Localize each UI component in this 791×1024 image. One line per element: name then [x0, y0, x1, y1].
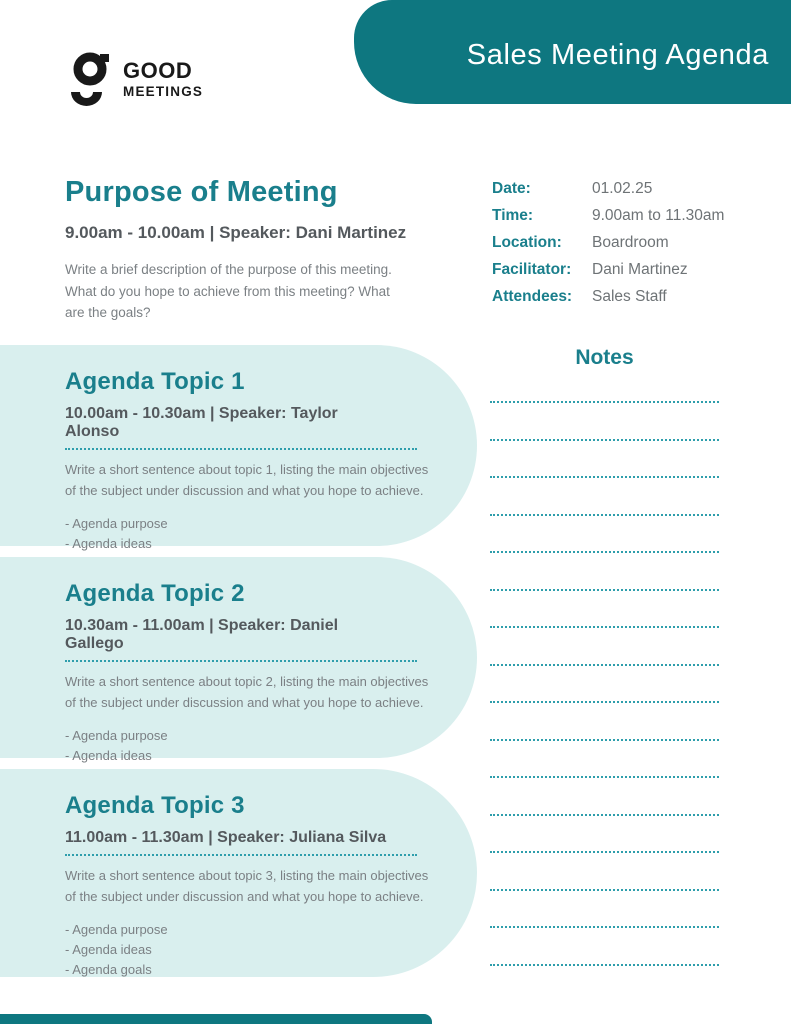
bullet-item: - Agenda purpose [65, 921, 168, 937]
agenda-topic-time-speaker: 10.00am - 10.30am | Speaker: Taylor Alonso [65, 405, 338, 440]
detail-value: Boardroom [592, 234, 669, 251]
agenda-topic-description: Write a short sentence about topic 1, listing the main objectives of the subject under discussion and what you hope to achieve. [65, 462, 429, 498]
note-line [490, 550, 719, 553]
detail-label: Facilitator: [492, 261, 572, 278]
notes-title: Notes [575, 346, 634, 369]
agenda-topic-time-speaker: 10.30am - 11.00am | Speaker: Daniel Gallego [65, 617, 339, 652]
note-line [490, 400, 719, 403]
detail-label: Attendees: [492, 288, 573, 305]
note-line [490, 513, 719, 516]
agenda-topic-3-block [0, 769, 477, 977]
note-line [490, 738, 719, 741]
detail-row-attendees [492, 288, 742, 306]
bullet-item: - Agenda purpose [65, 515, 168, 531]
note-line [490, 700, 719, 703]
dotted-separator [65, 853, 417, 856]
note-line [490, 775, 719, 778]
note-line [490, 963, 719, 966]
note-line [490, 663, 719, 666]
purpose-title: Purpose of Meeting [65, 176, 338, 208]
detail-row-time [492, 207, 742, 225]
agenda-topic-bullets [65, 920, 387, 980]
agenda-topic-title: Agenda Topic 2 [65, 580, 245, 607]
bullet-item: - Agenda ideas [65, 747, 152, 763]
bullet-item: - Agenda goals [65, 961, 152, 977]
purpose-section [65, 176, 425, 324]
agenda-topic-time-speaker: 11.00am - 11.30am | Speaker: Juliana Silva [65, 829, 387, 846]
note-line [490, 813, 719, 816]
dotted-separator [65, 447, 417, 450]
detail-row-facilitator [492, 261, 742, 279]
note-line [490, 475, 719, 478]
agenda-topic-description: Write a short sentence about topic 2, listing the main objectives of the subject under discussion and what you hope to achieve. [65, 674, 429, 710]
brand-name-line1: GOOD [123, 57, 193, 83]
detail-value: Dani Martinez [592, 261, 688, 278]
meeting-details-panel [492, 180, 742, 315]
bullet-item: - Agenda ideas [65, 941, 152, 957]
bullet-item: - Agenda ideas [65, 535, 152, 551]
note-line [490, 625, 719, 628]
header-banner [354, 0, 791, 104]
detail-label: Location: [492, 234, 562, 251]
note-line [490, 438, 719, 441]
good-meetings-logo-icon [64, 52, 114, 106]
agenda-topic-title: Agenda Topic 3 [65, 792, 245, 819]
document-title: Sales Meeting Agenda [466, 38, 769, 71]
brand-name-line2: MEETINGS [123, 83, 204, 99]
brand-name [123, 57, 204, 99]
notes-lines [490, 400, 719, 1000]
detail-value: Sales Staff [592, 288, 667, 305]
detail-row-location [492, 234, 742, 252]
brand-logo [64, 52, 203, 106]
bullet-item: - Agenda purpose [65, 727, 168, 743]
detail-label: Date: [492, 180, 531, 197]
agenda-topic-2-block [0, 557, 477, 763]
dotted-separator [65, 659, 417, 662]
note-line [490, 850, 719, 853]
detail-row-date [492, 180, 742, 198]
purpose-time-speaker: 9.00am - 10.00am | Speaker: Dani Martinez [65, 223, 407, 242]
note-line [490, 925, 719, 928]
note-line [490, 888, 719, 891]
agenda-topic-description: Write a short sentence about topic 3, listing the main objectives of the subject under discussion and what you hope to achieve. [65, 868, 429, 904]
agenda-topic-title: Agenda Topic 1 [65, 368, 245, 395]
footer-accent-bar [0, 1014, 432, 1024]
note-line [490, 588, 719, 591]
detail-value: 01.02.25 [592, 180, 653, 197]
purpose-description: Write a brief description of the purpose of this meeting. What do you hope to achieve from this meeting? What are the goals? [65, 262, 392, 321]
detail-value: 9.00am to 11.30am [592, 207, 725, 224]
detail-label: Time: [492, 207, 534, 224]
agenda-topic-1-block [0, 345, 477, 551]
